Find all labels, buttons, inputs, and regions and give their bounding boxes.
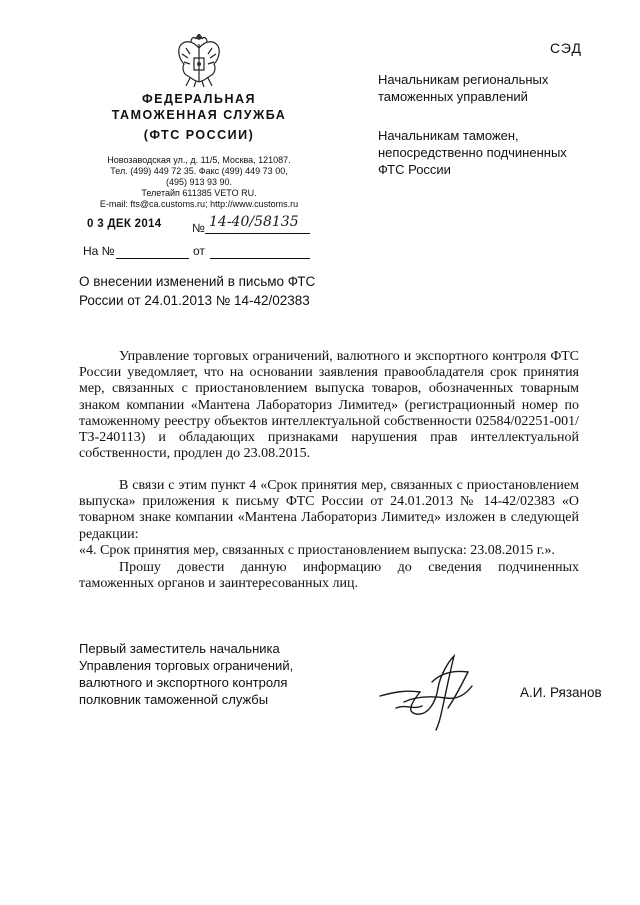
- recipient-group-regional: [378, 71, 608, 105]
- reference-number-field: [116, 244, 189, 259]
- recipient-line: ФТС России: [378, 162, 451, 177]
- signatory-title-line: полковник таможенной службы: [79, 692, 269, 707]
- double-headed-eagle-emblem-icon: [174, 34, 224, 88]
- signatory-title-line: Управления торговых ограничений,: [79, 658, 294, 673]
- body-paragraph-3: «4. Срок принятия мер, связанных с приостановлением выпуска: 23.08.2015 г.».: [79, 543, 555, 558]
- body-paragraph-4: Прошу довести данную информацию до сведения подчиненных таможенных органов и заинтересованных лиц.: [79, 560, 579, 592]
- recipient-group-customs: [378, 127, 608, 178]
- body-paragraph-1: Управление торговых ограничений, валютного и экспортного контроля ФТС России уведомляет, что на основании заявления правообладателя срок принятия мер, связанных с приостановлением выпуска товаров, обозначенных товарным знаком компании «Мантена Лабораториз Лимитед» (регистрационный номер по таможенному реестру объектов интеллектуальной собственности 02584/02251-001/ТЗ-240113) и обладающих признаками нарушения прав интеллектуальной собственности, продлен до 23.08.2015.: [79, 349, 579, 462]
- reference-from-label: от: [193, 244, 205, 258]
- date-stamp: 0 3 ДЕК 2014: [87, 218, 162, 230]
- recipient-line: непосредственно подчиненных: [378, 145, 567, 160]
- signatory-title: [79, 640, 339, 708]
- signatory-title-line: валютного и экспортного контроля: [79, 675, 288, 690]
- signatory-title-line: Первый заместитель начальника: [79, 641, 280, 656]
- body-paragraph-2: В связи с этим пункт 4 «Срок принятия мер, связанных с приостановлением выпуска» приложения к письму ФТС России от 24.01.2013 № 14-42/02383 «О товарном знаке компании «Мантена Лабораториз Лимитед» изложен в следующей редакции:: [79, 478, 579, 542]
- outgoing-number-handwritten: 14-40/58135: [209, 214, 299, 230]
- subject-line: О внесении изменений в письмо ФТС: [79, 274, 316, 289]
- subject-line: России от 24.01.2013 № 14-42/02383: [79, 293, 310, 308]
- number-label: №: [192, 221, 205, 235]
- outgoing-number-field: [205, 214, 310, 234]
- document-system-mark: СЭД: [549, 40, 582, 56]
- phone-line-2: (495) 913 93 90.: [165, 177, 233, 187]
- agency-name-line1: ФЕДЕРАЛЬНАЯ: [142, 92, 256, 106]
- letter-subject: [79, 272, 379, 310]
- phone-line: Тел. (499) 449 72 35. Факс (499) 449 73 00,: [110, 166, 288, 176]
- teletype-line: Телетайп 611385 VETO RU.: [141, 188, 257, 198]
- agency-name-line2: ТАМОЖЕННАЯ СЛУЖБА: [111, 108, 287, 122]
- signer-name: А.И. Рязанов: [520, 685, 602, 700]
- address-line: Новозаводская ул., д. 11/5, Москва, 121087.: [107, 155, 291, 165]
- agency-short-name: (ФТС РОССИИ): [143, 128, 255, 142]
- recipient-line: таможенных управлений: [378, 89, 528, 104]
- recipient-line: Начальникам таможен,: [378, 128, 519, 143]
- email-line: E-mail: fts@ca.customs.ru; http://www.customs.ru: [99, 199, 299, 209]
- recipient-line: Начальникам региональных: [378, 72, 549, 87]
- reference-date-field: [210, 244, 310, 259]
- handwritten-signature: [376, 652, 480, 732]
- reference-label: На №: [83, 244, 115, 258]
